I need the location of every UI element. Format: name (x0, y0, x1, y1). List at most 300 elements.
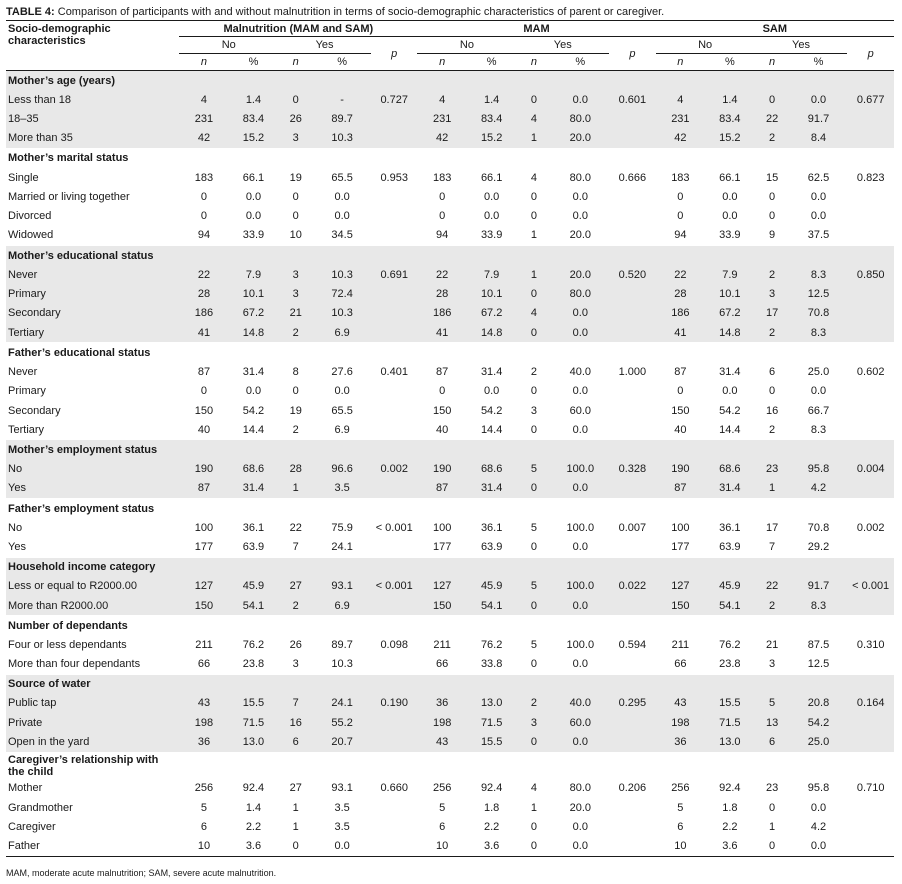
table-cell: 256 (432, 782, 452, 795)
table-cell: 211 (195, 638, 213, 651)
table-cell: 54.1 (467, 596, 516, 616)
table-row (6, 284, 894, 303)
subheader-no: No (656, 37, 755, 54)
table-cell: 0.0 (572, 820, 588, 833)
table-cell (609, 420, 655, 440)
table-cell: 6 (200, 820, 208, 833)
table-cell: 94 (436, 229, 449, 242)
table-cell: 23 (765, 782, 779, 795)
table-cell: 2.2 (245, 820, 262, 833)
table-cell: 20.0 (569, 229, 592, 242)
table-cell: 0.0 (572, 190, 588, 203)
table-cell: 26 (289, 638, 302, 651)
table-cell: 0 (530, 210, 537, 223)
table-cell: 10.1 (467, 284, 516, 303)
table-cell: 0 (755, 90, 790, 109)
row-label: Private (6, 713, 179, 732)
row-label: Yes (6, 479, 179, 499)
table-cell: 23.8 (242, 658, 265, 671)
table-cell: 0 (530, 820, 537, 833)
table-cell: 63.9 (480, 540, 503, 553)
table-cell: 95.8 (790, 459, 848, 478)
table-cell: 65.5 (331, 171, 353, 184)
row-label: Public tap (6, 694, 179, 713)
table-cell (609, 732, 655, 752)
table-cell: 7 (769, 540, 776, 553)
table-cell: 2 (755, 129, 790, 149)
table-cell: 89.7 (331, 638, 353, 651)
table-cell: 15.2 (229, 129, 278, 149)
table-footnote: MAM, moderate acute malnutrition; SAM, severe acute malnutrition. (6, 868, 277, 878)
table-cell: 0.0 (572, 658, 588, 671)
table-cell (371, 109, 417, 128)
table-cell: 183 (194, 171, 214, 184)
table-cell: 0.0 (313, 837, 371, 857)
table-cell: 33.9 (480, 229, 503, 242)
table-cell: 3 (278, 265, 313, 284)
table-cell: 87 (179, 479, 228, 499)
table-cell: 100 (671, 521, 690, 534)
table-cell: 256 (671, 782, 690, 795)
table-cell (609, 479, 655, 499)
table-cell: 0.0 (722, 210, 738, 223)
table-cell: 0.0 (722, 385, 738, 398)
row-label: Tertiary (6, 323, 179, 343)
table-cell: 31.4 (467, 479, 516, 499)
table-row (6, 518, 894, 537)
section-title: Mother’s marital status (6, 148, 894, 168)
table-cell: 0.0 (572, 423, 588, 436)
table-cell: 1.000 (618, 365, 647, 378)
table-cell: 186 (179, 304, 228, 323)
table-cell: 2 (769, 423, 776, 436)
table-cell: 190 (417, 459, 466, 478)
table-cell (371, 420, 417, 440)
table-cell: 43 (179, 694, 228, 713)
table-cell: 92.4 (242, 782, 265, 795)
table-cell: 63.9 (719, 540, 741, 553)
table-cell (371, 655, 417, 675)
table-cell: 0.601 (609, 90, 655, 109)
table-cell: 0.098 (380, 638, 408, 651)
table-cell: 0 (677, 210, 684, 223)
table-cell: 29.2 (807, 540, 830, 553)
table-cell: 0 (516, 323, 551, 343)
table-cell (847, 304, 894, 323)
table-cell: 186 (417, 304, 466, 323)
table-row (6, 304, 894, 323)
table-cell: 0.310 (856, 638, 885, 651)
table-cell: 14.8 (229, 323, 278, 343)
table-cell: 42 (179, 129, 228, 149)
subheader-pct: % (790, 54, 848, 71)
row-label: More than four dependants (8, 658, 141, 671)
table-cell: 10.3 (313, 304, 371, 323)
table-cell: 14.4 (719, 423, 741, 436)
table-cell: 10.1 (229, 284, 278, 303)
table-cell: 6.9 (313, 596, 371, 616)
table-cell: 94 (674, 229, 687, 242)
table-cell: 0.401 (380, 365, 408, 378)
table-cell: 0.190 (371, 694, 417, 713)
table-cell: < 0.001 (847, 577, 894, 596)
table-cell: 71.5 (229, 713, 278, 732)
table-cell: 80.0 (551, 109, 609, 128)
table-cell (847, 817, 894, 836)
subheader-n: n (179, 54, 228, 71)
table-cell: 0.0 (551, 732, 609, 752)
table-cell: 0.0 (810, 801, 827, 814)
table-cell: 92.4 (480, 782, 503, 795)
table-cell: 0.328 (609, 459, 655, 478)
table-row (6, 187, 894, 206)
table-cell (371, 713, 417, 732)
table-cell: 55.2 (313, 713, 371, 732)
table-cell: 211 (433, 638, 451, 651)
table-cell: 87 (417, 479, 466, 499)
table-cell: 190 (656, 459, 705, 478)
table-cell: 87 (674, 365, 687, 378)
table-cell: 127 (656, 577, 705, 596)
table-cell: 3.5 (334, 820, 350, 833)
table-cell (609, 817, 655, 836)
table-row (6, 596, 894, 616)
table-cell: 0.602 (856, 365, 885, 378)
table-cell: 14.4 (480, 423, 503, 436)
table-cell: 41 (179, 323, 228, 343)
table-cell: 15.2 (705, 129, 754, 149)
table-cell (609, 655, 655, 675)
table-cell: 8.3 (790, 265, 848, 284)
table-cell: 66.1 (480, 171, 503, 184)
subheader-pct: % (229, 54, 278, 71)
table-cell: 10.3 (313, 265, 371, 284)
table-cell (609, 596, 655, 616)
table-cell: < 0.001 (371, 577, 417, 596)
table-cell: 1.4 (245, 801, 262, 814)
table-cell: 20.8 (790, 694, 848, 713)
table-cell: 45.9 (705, 577, 754, 596)
table-cell: 68.6 (705, 459, 754, 478)
table-cell: 0 (292, 385, 299, 398)
table-cell (847, 226, 894, 246)
table-cell (371, 732, 417, 752)
section-title: Father’s educational status (6, 343, 894, 363)
table-cell: 71.5 (705, 713, 754, 732)
subheader-yes: Yes (278, 37, 371, 54)
table-cell: 0 (530, 385, 537, 398)
table-cell (609, 401, 655, 420)
table-row (6, 655, 894, 675)
table-cell: 66.1 (719, 171, 741, 184)
table-cell: 54.1 (705, 596, 754, 616)
table-cell: 68.6 (467, 459, 516, 478)
table-cell: 27 (289, 782, 302, 795)
table-cell: 25.0 (807, 365, 830, 378)
table-cell: 67.2 (705, 304, 754, 323)
subheader-p: p (609, 37, 655, 71)
table-cell (847, 537, 894, 557)
table-cell: 21 (765, 638, 779, 651)
table-cell: 27 (278, 577, 313, 596)
table-cell: 62.5 (807, 171, 830, 184)
subheader-n: n (516, 54, 551, 71)
subheader-n: n (278, 54, 313, 71)
section-header-row (6, 557, 894, 577)
table-cell: 3.5 (313, 479, 371, 499)
table-cell: 5 (755, 694, 790, 713)
table-cell (847, 187, 894, 206)
table-cell: 71.5 (467, 713, 516, 732)
row-label: Caregiver (8, 820, 56, 833)
table-cell: 2 (530, 365, 537, 378)
table-cell: 0.710 (856, 782, 885, 795)
table-cell: 231 (417, 109, 466, 128)
table-cell: 183 (671, 171, 690, 184)
table-cell: 256 (194, 782, 214, 795)
table-cell: 198 (179, 713, 228, 732)
table-cell: 0 (516, 732, 551, 752)
table-cell: 19 (289, 404, 302, 417)
table-cell: 0.660 (380, 782, 408, 795)
row-label: Widowed (8, 229, 54, 242)
table-cell (371, 382, 417, 401)
table-caption-label: TABLE 4: (6, 6, 55, 18)
table-cell: 0.0 (245, 385, 262, 398)
table-cell: 22 (417, 265, 466, 284)
header-blank (6, 54, 179, 71)
table-cell: 43 (417, 732, 466, 752)
table-cell: 150 (671, 404, 690, 417)
table-cell: 0.691 (371, 265, 417, 284)
table-cell: 40.0 (569, 365, 592, 378)
table-cell: 20.0 (569, 801, 592, 814)
table-cell: 65.5 (331, 404, 353, 417)
table-cell: 0 (769, 190, 776, 203)
table-cell: 2 (278, 596, 313, 616)
table-cell: 70.8 (807, 521, 830, 534)
table-cell: 93.1 (313, 577, 371, 596)
table-cell: 0.002 (371, 459, 417, 478)
table-cell: 1 (530, 801, 537, 814)
table-cell: 2.2 (722, 820, 738, 833)
table-cell: 91.7 (790, 109, 848, 128)
section-header-row (6, 616, 894, 636)
table-cell: 22 (179, 265, 228, 284)
table-cell: 8.3 (790, 323, 848, 343)
table-cell: 83.4 (705, 109, 754, 128)
table-cell: 0.850 (847, 265, 894, 284)
table-cell (847, 401, 894, 420)
table-row (6, 779, 894, 798)
table-cell: 7 (292, 540, 299, 553)
section-header-row (6, 148, 894, 168)
table-cell: 0.0 (334, 385, 350, 398)
table-cell: 13 (755, 713, 790, 732)
table-cell: 95.8 (807, 782, 830, 795)
table-cell (847, 109, 894, 128)
row-label: Secondary (6, 304, 179, 323)
table-cell (847, 732, 894, 752)
table-cell: 60.0 (569, 404, 592, 417)
table-cell: 1 (769, 820, 776, 833)
table-cell: 8 (292, 365, 299, 378)
table-row (6, 382, 894, 401)
table-cell: 15.5 (229, 694, 278, 713)
table-cell: 4 (417, 90, 466, 109)
table-cell: 1 (516, 129, 551, 149)
row-header: Socio-demographic characteristics (6, 21, 179, 54)
table-cell: 80.0 (551, 284, 609, 303)
subheader-n: n (417, 54, 466, 71)
subheader-pct: % (705, 54, 754, 71)
row-label: Open in the yard (6, 732, 179, 752)
table-cell: 33.9 (719, 229, 741, 242)
subheader-no: No (179, 37, 278, 54)
table-cell: 24.1 (331, 540, 353, 553)
table-cell: 1 (278, 479, 313, 499)
table-cell: 76.2 (719, 638, 741, 651)
table-cell: 1 (516, 265, 551, 284)
table-cell: 127 (417, 577, 466, 596)
table-cell: 3 (530, 404, 537, 417)
table-cell: 100.0 (551, 577, 609, 596)
table-cell: 1 (292, 801, 299, 814)
row-label: No (8, 521, 23, 534)
table-cell (847, 129, 894, 149)
table-cell: 10.3 (313, 129, 371, 149)
table-cell: 87 (197, 365, 211, 378)
table-cell: 36.1 (242, 521, 265, 534)
table-cell: 6 (439, 820, 446, 833)
table-cell: 0 (769, 801, 776, 814)
table-cell: 15.2 (467, 129, 516, 149)
table-cell: 83.4 (467, 109, 516, 128)
table-cell: 0 (439, 190, 446, 203)
table-cell: 9 (769, 229, 776, 242)
table-cell: 4 (179, 90, 228, 109)
group-header-malnutrition: Malnutrition (MAM and SAM) (179, 21, 417, 37)
subheader-p: p (847, 37, 894, 71)
table-cell: 31.4 (229, 479, 278, 499)
table-cell: 3 (292, 658, 299, 671)
row-label: Less or equal to R2000.00 (6, 577, 179, 596)
table-cell: 0 (200, 210, 208, 223)
table-cell: 0.0 (790, 90, 848, 109)
table-cell: 7.9 (467, 265, 516, 284)
table-cell: 54.2 (719, 404, 741, 417)
table-cell: 76.2 (242, 638, 265, 651)
table-cell: 0.0 (810, 190, 827, 203)
table-cell: 0.007 (618, 521, 647, 534)
table-row (6, 732, 894, 752)
table-cell: 0.594 (618, 638, 647, 651)
table-cell: 0.727 (371, 90, 417, 109)
subheader-p: p (371, 37, 417, 71)
table-cell: 67.2 (229, 304, 278, 323)
table-caption (6, 6, 664, 18)
table-cell: 0.002 (856, 521, 885, 534)
table-cell: 14.4 (242, 423, 265, 436)
table-row (6, 537, 894, 557)
table-cell: 66.7 (807, 404, 830, 417)
table-cell: 10 (417, 837, 466, 857)
table-cell: 45.9 (229, 577, 278, 596)
row-label: Less than 18 (6, 90, 179, 109)
table-cell: 100.0 (551, 459, 609, 478)
table-cell: 60.0 (551, 713, 609, 732)
table-row (6, 420, 894, 440)
table-cell: 3 (769, 658, 776, 671)
table-row (6, 713, 894, 732)
table-cell: 22 (656, 265, 705, 284)
table-cell: 0 (530, 658, 537, 671)
table-cell: 100.0 (566, 638, 595, 651)
table-cell (371, 798, 417, 817)
table-cell: 16 (278, 713, 313, 732)
table-cell: 0 (200, 385, 208, 398)
section-title: Mother’s age (years) (6, 71, 894, 91)
table-cell: 0 (516, 837, 551, 857)
table-cell (609, 284, 655, 303)
table-cell (371, 187, 417, 206)
row-label: Single (8, 171, 39, 184)
row-label: Four or less dependants (8, 638, 127, 651)
table-cell: 0.0 (551, 304, 609, 323)
table-caption-text: Comparison of participants with and without malnutrition in terms of socio-demographic characteristics of parent or caregiver. (54, 6, 665, 18)
table-cell: 150 (656, 596, 705, 616)
table-cell (609, 129, 655, 149)
table-cell: 0 (755, 837, 790, 857)
table-cell: 0 (516, 596, 551, 616)
table-cell: 100 (194, 521, 214, 534)
table-row (6, 479, 894, 499)
subheader-pct: % (313, 54, 371, 71)
table-row (6, 817, 894, 836)
section-header-row (6, 343, 894, 363)
row-label: Never (6, 265, 179, 284)
table-cell: 40 (436, 423, 449, 436)
table-cell: 66 (674, 658, 687, 671)
row-label: Secondary (8, 404, 61, 417)
table-row (6, 837, 894, 857)
table-cell: 26 (278, 109, 313, 128)
table-row (6, 577, 894, 596)
table-cell: 5 (516, 577, 551, 596)
table-cell: 4 (656, 90, 705, 109)
table-cell (371, 817, 417, 836)
table-cell: 15.5 (467, 732, 516, 752)
table-cell: 45.9 (467, 577, 516, 596)
table-cell: 72.4 (313, 284, 371, 303)
table-cell: 3.6 (467, 837, 516, 857)
table-cell: 80.0 (569, 782, 592, 795)
table-cell: 5 (439, 801, 446, 814)
section-title: Father’s employment status (6, 499, 894, 519)
table-cell: 186 (656, 304, 705, 323)
table-cell: 10.1 (705, 284, 754, 303)
table-cell (371, 837, 417, 857)
table-cell: 0.0 (245, 190, 262, 203)
table-cell: 0 (677, 385, 684, 398)
data-table (6, 20, 894, 857)
table-cell (847, 713, 894, 732)
table-cell: 0.0 (551, 323, 609, 343)
row-label: Primary (6, 284, 179, 303)
table-cell: 41 (417, 323, 466, 343)
row-label: Yes (8, 540, 26, 553)
table-cell: 54.1 (229, 596, 278, 616)
